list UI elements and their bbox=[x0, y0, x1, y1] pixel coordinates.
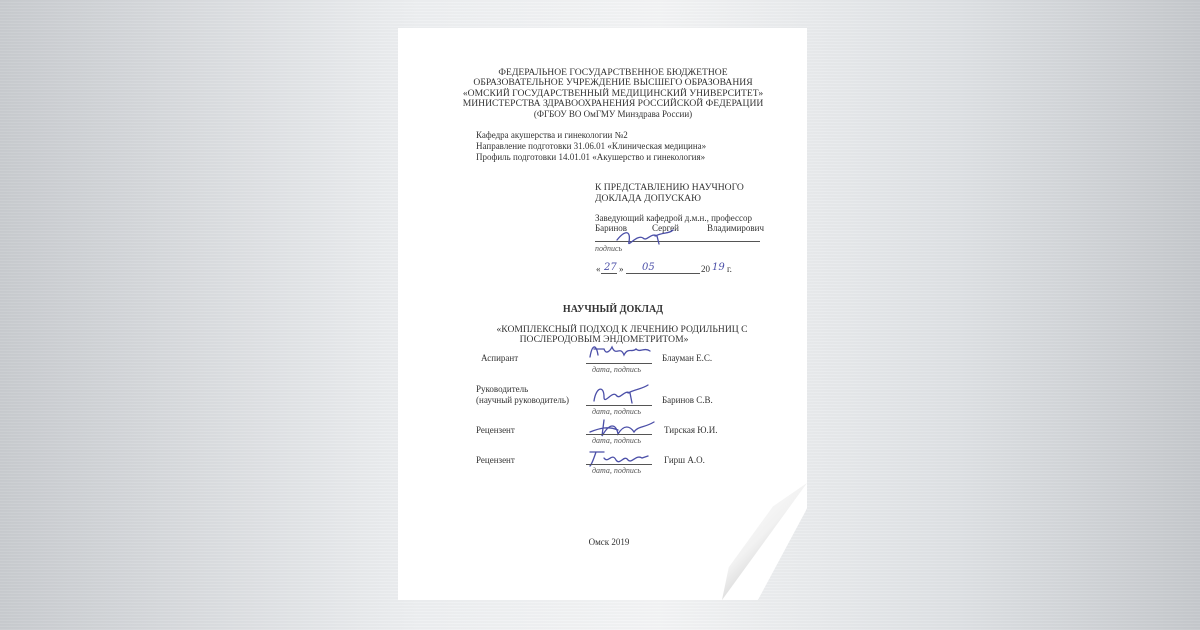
header-line-3: «ОМСКИЙ ГОСУДАРСТВЕННЫЙ МЕДИЦИНСКИЙ УНИВЕРСИТЕТ» bbox=[462, 88, 764, 99]
date-year-suffix: 19 bbox=[712, 262, 725, 273]
signature-role-detail: (научный руководитель) bbox=[476, 395, 569, 405]
signatory-name: Гирш А.О. bbox=[664, 455, 705, 465]
signature-role: Руководитель bbox=[476, 384, 529, 394]
signature-caption: дата, подпись bbox=[592, 365, 642, 374]
signature-graduate bbox=[586, 341, 656, 363]
approval-name-first: Сергей bbox=[652, 223, 679, 233]
date-close-quote: » bbox=[619, 264, 624, 274]
signature-role: Аспирант bbox=[481, 353, 519, 363]
department: Кафедра акушерства и гинекологии №2 bbox=[476, 130, 628, 140]
signatory-name: Баринов С.В. bbox=[662, 395, 713, 405]
date-year-prefix: 20 bbox=[701, 264, 710, 274]
approval-position: Заведующий кафедрой д.м.н., профессор bbox=[595, 213, 752, 223]
approval-line-1: К ПРЕДСТАВЛЕНИЮ НАУЧНОГО bbox=[595, 182, 744, 193]
signature-caption: дата, подпись bbox=[592, 436, 642, 445]
date-day: 27 bbox=[604, 262, 617, 273]
signatory-name: Тирская Ю.И. bbox=[664, 425, 718, 435]
report-subtitle-line-2: ПОСЛЕРОДОВЫМ ЭНДОМЕТРИТОМ» bbox=[519, 334, 689, 345]
approval-sign-caption: подпись bbox=[595, 244, 623, 253]
header-line-2: ОБРАЗОВАТЕЛЬНОЕ УЧРЕЖДЕНИЕ ВЫСШЕГО ОБРАЗОВАНИЯ bbox=[473, 77, 753, 88]
city-year: Омск 2019 bbox=[588, 537, 630, 547]
header-line-4: МИНИСТЕРСТВА ЗДРАВООХРАНЕНИЯ РОССИЙСКОЙ ФЕДЕРАЦИИ bbox=[462, 98, 764, 109]
profile: Профиль подготовки 14.01.01 «Акушерство и гинекология» bbox=[476, 152, 706, 162]
header-line-5: (ФГБОУ ВО ОмГМУ Минздрава России) bbox=[533, 109, 693, 119]
date-open-quote: « bbox=[596, 264, 601, 274]
signature-role: Рецензент bbox=[476, 455, 515, 465]
approval-name-last: Баринов bbox=[595, 223, 628, 233]
signature-role: Рецензент bbox=[476, 425, 515, 435]
signature-caption: дата, подпись bbox=[592, 466, 642, 475]
direction: Направление подготовки 31.06.01 «Клиническая медицина» bbox=[476, 141, 707, 151]
signature-caption: дата, подпись bbox=[592, 407, 642, 416]
report-title: НАУЧНЫЙ ДОКЛАД bbox=[562, 304, 664, 315]
date-month: 05 bbox=[642, 262, 655, 273]
date-day-underline bbox=[601, 273, 617, 274]
signatory-name: Блауман Е.С. bbox=[662, 353, 713, 363]
signature-approval bbox=[615, 226, 675, 250]
approval-line-2: ДОКЛАДА ДОПУСКАЮ bbox=[595, 193, 701, 204]
date-month-underline bbox=[626, 273, 700, 274]
header-line-1: ФЕДЕРАЛЬНОЕ ГОСУДАРСТВЕННОЕ БЮДЖЕТНОЕ bbox=[498, 67, 728, 78]
report-subtitle-line-1: «КОМПЛЕКСНЫЙ ПОДХОД К ЛЕЧЕНИЮ РОДИЛЬНИЦ С bbox=[496, 324, 748, 335]
date-year-unit: г. bbox=[727, 264, 732, 274]
approval-name-middle: Владимирович bbox=[707, 223, 764, 233]
